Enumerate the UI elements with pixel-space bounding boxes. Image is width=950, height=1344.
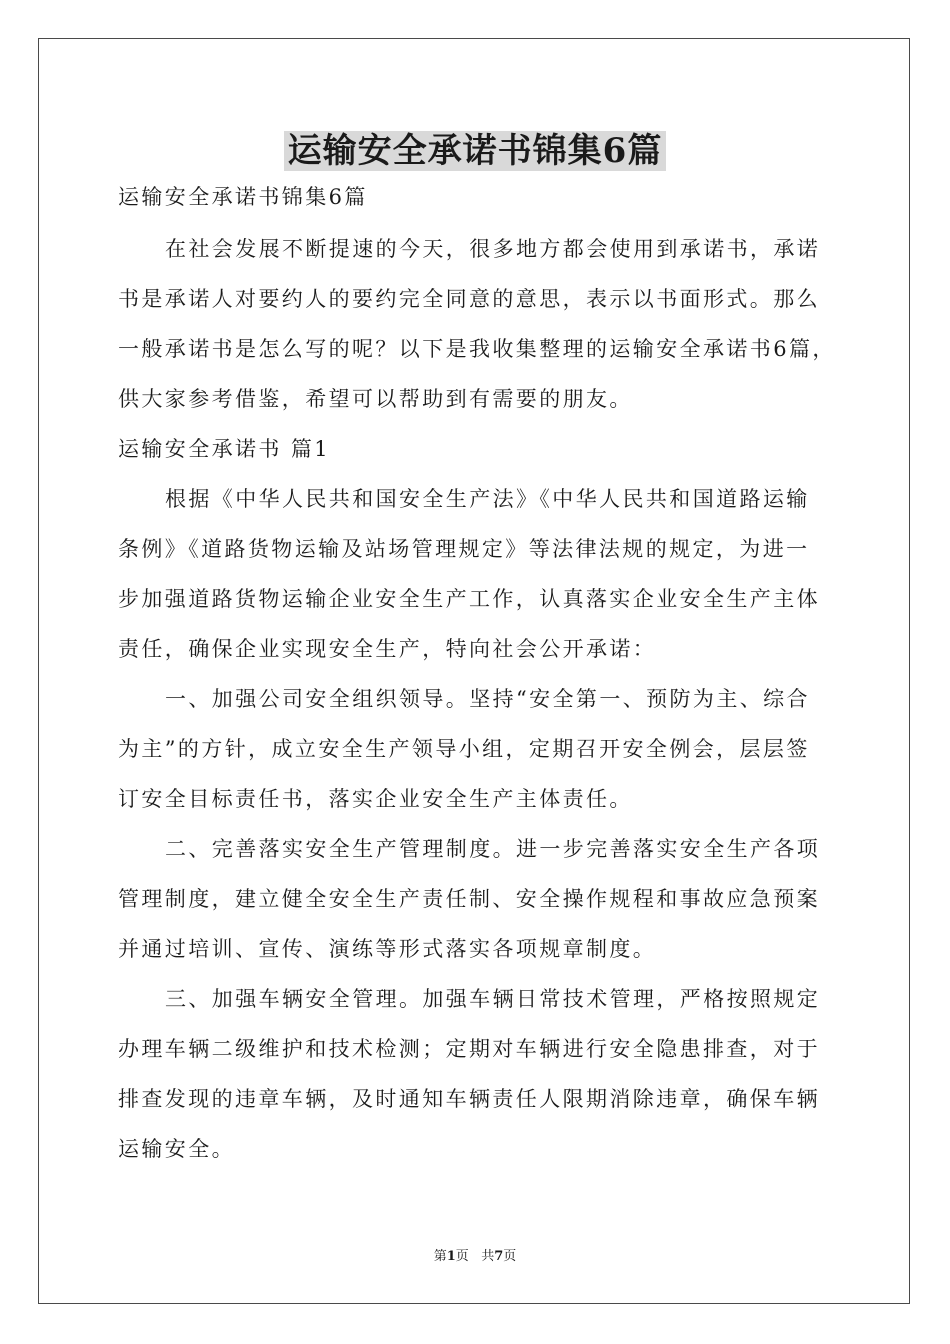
page-footer bbox=[0, 1248, 950, 1266]
footer-total-suffix: 页 bbox=[503, 1249, 517, 1264]
footer-page-suffix: 页 共 bbox=[455, 1249, 495, 1264]
para1-line-4: 责任，确保企业实现安全生产，特向社会公开承诺： bbox=[118, 637, 657, 661]
footer-page-number: 1 bbox=[446, 1249, 456, 1264]
para1-line-3: 步加强道路货物运输企业安全生产工作，认真落实企业安全生产主体 bbox=[118, 587, 820, 611]
para4-line-2: 办理车辆二级维护和技术检测；定期对车辆进行安全隐患排查，对于 bbox=[118, 1037, 820, 1061]
para2-line-1: 一、加强公司安全组织领导。坚持“安全第一、预防为主、综合 bbox=[165, 687, 810, 711]
para3-line-3: 并通过培训、宣传、演练等形式落实各项规章制度。 bbox=[118, 937, 657, 961]
footer-page-prefix: 第 bbox=[433, 1249, 447, 1264]
para4-line-3: 排查发现的违章车辆，及时通知车辆责任人限期消除违章，确保车辆 bbox=[118, 1087, 820, 1111]
page-border bbox=[38, 38, 910, 1304]
document-title-text: 运输安全承诺书锦集6篇 bbox=[284, 131, 667, 171]
para4-line-1: 三、加强车辆安全管理。加强车辆日常技术管理，严格按照规定 bbox=[165, 987, 821, 1011]
para2-line-2: 为主”的方针，成立安全生产领导小组，定期召开安全例会，层层签 bbox=[118, 737, 810, 761]
intro-line-3: 一般承诺书是怎么写的呢？以下是我收集整理的运输安全承诺书6篇， bbox=[118, 337, 836, 361]
section-heading: 运输安全承诺书 篇1 bbox=[118, 437, 331, 461]
para1-line-2: 条例》《道路货物运输及站场管理规定》等法律法规的规定，为进一 bbox=[118, 537, 810, 561]
intro-line-4: 供大家参考借鉴，希望可以帮助到有需要的朋友。 bbox=[118, 387, 633, 411]
footer-total-pages: 7 bbox=[494, 1249, 504, 1264]
para1-line-1: 根据《中华人民共和国安全生产法》《中华人民共和国道路运输 bbox=[165, 487, 810, 511]
document-subtitle: 运输安全承诺书锦集6篇 bbox=[118, 185, 368, 209]
para3-line-1: 二、完善落实安全生产管理制度。进一步完善落实安全生产各项 bbox=[165, 837, 821, 861]
para3-line-2: 管理制度，建立健全安全生产责任制、安全操作规程和事故应急预案 bbox=[118, 887, 820, 911]
document-title bbox=[0, 126, 950, 176]
intro-line-1: 在社会发展不断提速的今天，很多地方都会使用到承诺书，承诺 bbox=[165, 237, 821, 261]
para2-line-3: 订安全目标责任书，落实企业安全生产主体责任。 bbox=[118, 787, 633, 811]
para4-line-4: 运输安全。 bbox=[118, 1137, 235, 1161]
intro-line-2: 书是承诺人对要约人的要约完全同意的意思，表示以书面形式。那么 bbox=[118, 287, 820, 311]
